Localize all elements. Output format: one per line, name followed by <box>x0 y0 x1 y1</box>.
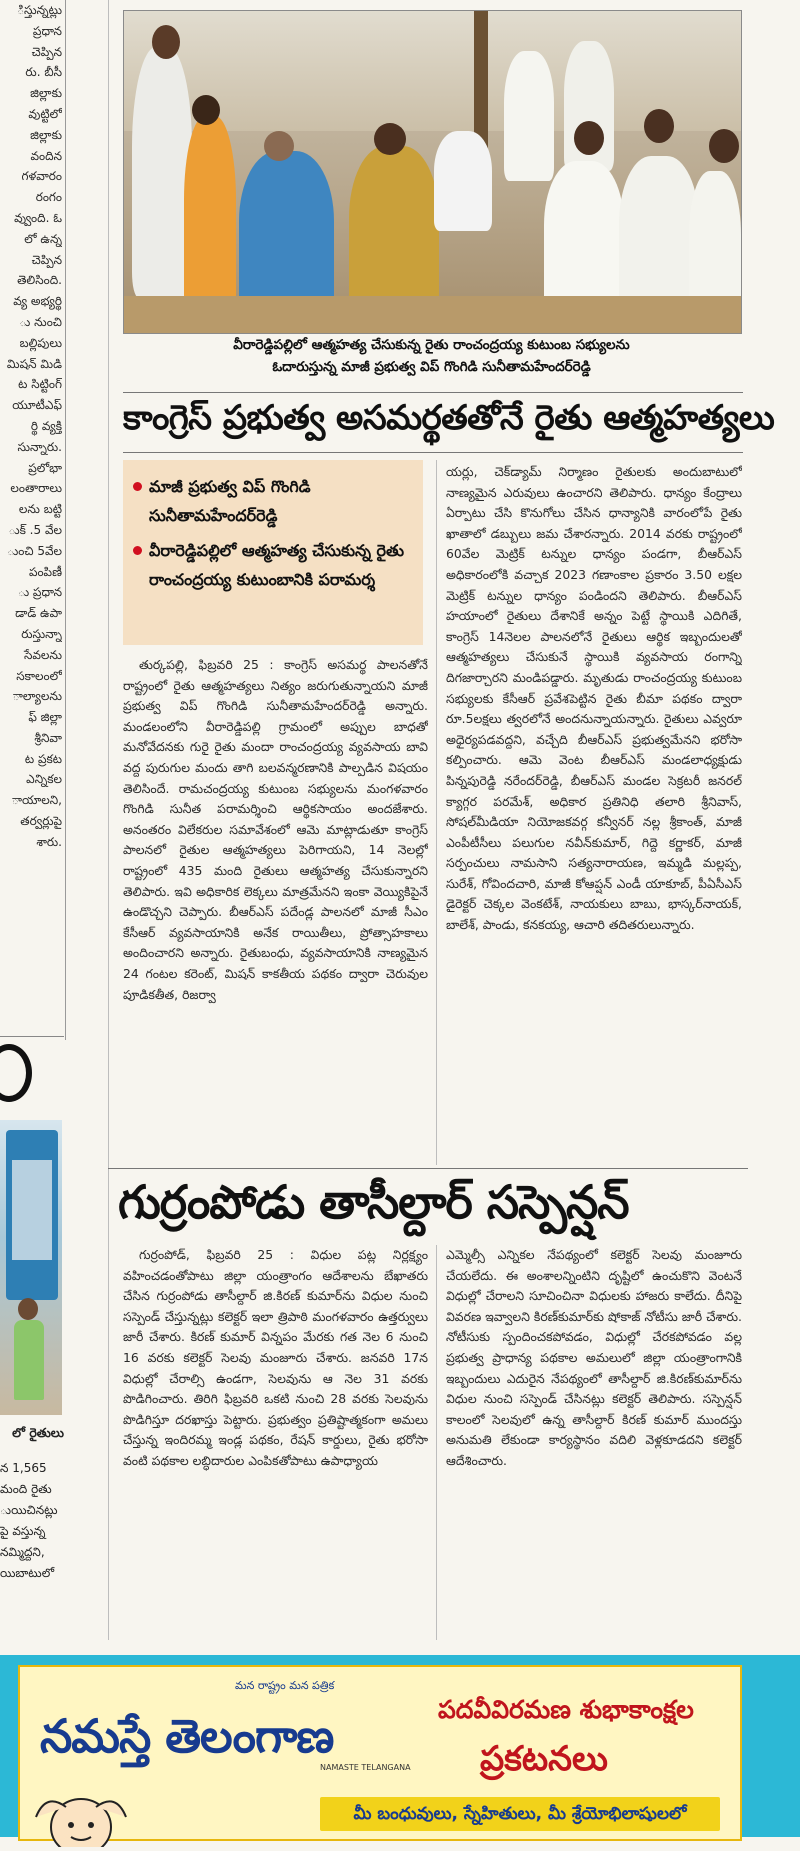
left-column-line: ుయిచినట్లు <box>0 1503 58 1517</box>
left-column-bottom-fragment <box>0 1458 64 1584</box>
article-body: ఎమ్మెల్సీ ఎన్నికల నేపథ్యంలో కలెక్టర్ సెలవు మంజూరు చేయలేదు. ఈ అంశాలన్నింటిని దృష్టిలో ఉంచుకొని వెంటనే విధుల్లో చేరాలని సూచించినా విధులకు హాజరు కాలేదు. దీనిపై వివరణ ఇవ్వాలని కిరణ్‌కుమార్‌కు షోకాజ్ నోటీసు జారీ చేశారు. నోటీసుకు స్పందించకపోవడం, విధుల్లో చేరకపోవడం వల్ల ప్రభుత్వ ప్రాధాన్య పథకాల అమలులో జిల్లా యంత్రాంగానికి ఇబ్బందులు ఎదురైన నేపథ్యంలో తాసీల్దార్ జి.కిరణ్‌కుమార్‌ను విధుల నుంచి సస్పెండ్ చేసినట్లు కలెక్టర్ తెలిపారు. సస్పెన్షన్ కాలంలో సెలవులో ఉన్న తాసీల్దార్ కిరణ్ కుమార్ ముందస్తు అనుమతి లేకుండా కార్యస్థానం వదిలి వెళ్లకూడదని కలెక్టర్ ఆదేశించారు. <box>446 1247 742 1468</box>
left-column-line: ుంచి 5వేల <box>7 543 62 558</box>
left-column-line: సకాలంలో <box>16 668 62 683</box>
article-column <box>123 1245 428 1640</box>
left-column-line: ట సిట్టింగ్ <box>18 377 62 392</box>
left-column-line: ట ప్రకట <box>24 751 62 766</box>
bullet-icon <box>133 482 142 491</box>
left-column-line: యిబాటులో <box>0 1566 55 1580</box>
left-column-line: సేవలను <box>23 647 62 662</box>
left-column-line: ిస్తున్నట్లు <box>17 3 62 17</box>
left-column-line: ు నుంచి <box>19 314 62 329</box>
article-headline: కాంగ్రెస్ ప్రభుత్వ అసమర్థతతోనే రైతు ఆత్మహత్యలు <box>123 398 775 438</box>
left-column-line: జిల్లాకు <box>30 127 62 142</box>
section-rule <box>108 1168 748 1169</box>
left-column-line: జిల్లాకు <box>30 86 62 101</box>
article-column <box>446 462 742 1165</box>
column-rule <box>0 1036 64 1037</box>
bullet-icon <box>133 546 142 555</box>
news-photo <box>123 10 742 334</box>
left-column-line: లో ఉన్న <box>24 231 62 246</box>
left-column-line: వుట్టిలో <box>28 106 62 121</box>
ad-tagline: మన రాష్ట్రం మన పత్రిక <box>235 1679 335 1692</box>
page-gutter <box>108 0 109 1640</box>
left-column-line: ఎన్నికల <box>26 772 62 787</box>
highlight-item: మాజీ ప్రభుత్వ విప్ గొంగిడి సునీతామహేందర్‌రెడ్డి <box>123 472 423 530</box>
ad-panel <box>18 1665 742 1841</box>
photo-caption <box>123 334 740 378</box>
column-divider <box>436 1245 437 1640</box>
left-photo-fragment <box>0 1120 62 1415</box>
headline-rule <box>123 392 743 393</box>
left-column-line: మిషన్ మిడి <box>6 356 62 371</box>
left-photo-caption: లో రైతులు <box>12 1425 64 1440</box>
highlight-item: వీరారెడ్డిపల్లిలో ఆత్మహత్య చేసుకున్న రైతు రాంచంద్రయ్య కుటుంబానికి పరామర్శ <box>123 536 423 594</box>
left-column-line: రుస్తున్నా <box>21 626 62 641</box>
ad-headline-emphasis: ప్రకటనలు <box>480 1739 608 1779</box>
left-column-line: తెలిసింది. <box>17 273 62 288</box>
highlight-box <box>123 460 423 645</box>
headline-rule <box>123 452 743 453</box>
left-column-line: శారు. <box>36 834 62 849</box>
left-column-line: లంతారాలు <box>10 481 62 496</box>
column-divider <box>436 460 437 1165</box>
left-column-line: ప్రధాన <box>32 23 62 38</box>
article-column <box>446 1245 742 1640</box>
photo-caption-line: ఓదారుస్తున్న మాజీ ప్రభుత్వ విప్ గొంగిడి సునీతామహేందర్‌రెడ్డి <box>272 359 591 375</box>
left-column-line: లను బట్టి <box>18 502 62 517</box>
left-column-line: మంది రైతు <box>0 1482 52 1496</box>
left-column-line: డాడ్ ఉపా <box>15 606 62 621</box>
left-column-line: పై వస్తున్న <box>0 1524 46 1538</box>
left-column-line: వ్య అభ్యర్థి <box>13 294 62 309</box>
article-body: తుర్కపల్లి, ఫిబ్రవరి 25 : కాంగ్రెస్ అసమర్థ పాలనతోనే రాష్ట్రంలో రైతు ఆత్మహత్యలు నిత్యం జరుగుతున్నాయని మాజీ ప్రభుత్వ విప్ గొంగిడి సునీతామహేందర్‌రెడ్డి అన్నారు. మండలంలోని వీరారెడ్డిపల్లి గ్రామంలో అప్పుల బాధతో మనోవేదనకు గురై రైతు మందా రాంచంద్రయ్య వ్యవసాయ బావి వద్ద పురుగుల మందు తాగి బలవన్మరణానికి పాల్పడిన విషయం తెలిసిందే. రామచంద్రయ్య కుటుంబ సభ్యులను మంగళవారం గొంగిడి సునీత పరామర్శించి ఆర్థికసాయం అందజేశారు. అనంతరం విలేకరుల సమావేశంలో ఆమె మాట్లాడుతూ కాంగ్రెస్ పాలనలో రైతుల ఆత్మహత్యలు పెరిగాయని, 14 నెలల్లో రాష్ట్రంలో 435 మంది రైతులు ఆత్మహత్య చేసుకున్నారని తెలిపారు. ఇవి అధికారిక లెక్కలు మాత్రమేనని ఇంకా వెయ్యికిపైనే ఉండొచ్చని చెప్పారు. బీఆర్‌ఎస్ పదేండ్ల పాలనలో మాజీ సీఎం కేసీఆర్ వ్యవసాయానికి అనేక రాయితీలు, ప్రోత్సాహకాలు అందించారని అన్నారు. రైతుబంధు, వ్యవసాయానికి నాణ్యమైన 24 గంటల కరెంట్, మిషన్ కాకతీయ పథకం ద్వారా చెరువుల పూడికతీత, రిజర్వా <box>123 657 428 1002</box>
article-body: గుర్రంపోడ్, ఫిబ్రవరి 25 : విధుల పట్ల నిర్లక్ష్యం వహించడంతోపాటు జిల్లా యంత్రాంగం ఆదేశాలను బేఖాతరు చేసిన గుర్రంపోడు తాసీల్దార్ జి.కిరణ్ కుమార్‌ను విధుల నుంచి సస్పెండ్ చేస్తున్నట్లు కలెక్టర్ ఇలా త్రిపాఠి మంగళవారం ఉత్తర్వులు జారీ చేశారు. కిరణ్ కుమార్ విన్నపం మేరకు గత నెల 6 నుంచి 16 వరకు కలెక్టర్ సెలవు మంజూరు చేశారు. జనవరి 17న విధుల్లో చేరాల్సి ఉండగా, సెలవును ఆ నెల 31 వరకు పొడిగించారు. తిరిగి ఫిబ్రవరి ఒకటి నుంచి 28 వరకు సెలవును పొడిగిస్తూ దరఖాస్తు పెట్టారు. ప్రభుత్వం ప్రతిష్టాత్మకంగా అమలు చేస్తున్న ఇందిరమ్మ ఇండ్ల పథకం, రేషన్ కార్డులు, రైతు భరోసా వంటి పథకాల లబ్ధిదారుల ఎంపికతోపాటు ఉపాధ్యాయ <box>123 1247 428 1468</box>
ad-banner-text: మీ బంధువులు, స్నేహితులు, మీ శ్రేయోభిలాషులలో <box>320 1797 720 1831</box>
left-column-line: ఫ్ జిల్లా <box>28 710 62 725</box>
left-column-line: గళవారం <box>21 169 62 184</box>
left-column-line: నమ్మిద్దని, <box>0 1545 45 1559</box>
ad-headline: పదవీవిరమణ శుభాకాంక్షల <box>438 1695 694 1724</box>
left-column-line: రు. బీసీ <box>25 65 62 80</box>
cartoon-icon <box>26 1787 136 1847</box>
left-column-line: ప్రలోభా <box>28 460 62 475</box>
left-column-line: యూటీఎఫ్ <box>12 398 62 413</box>
advertisement <box>0 1655 800 1837</box>
newspaper-logo-subtitle: NAMASTE TELANGANA <box>320 1763 411 1772</box>
left-column-line: పంపిణీ <box>28 564 62 579</box>
article-headline: గుర్రంపోడు తాసీల్దార్ సస్పెన్షన్ <box>118 1175 629 1229</box>
left-column-line: ు ప్రధాన <box>18 585 62 600</box>
left-column-line: సున్నారు. <box>17 439 62 454</box>
left-column-line: వ్వుంది. ఓ <box>14 210 62 225</box>
column-divider <box>65 0 66 1040</box>
left-column-line: ుక్ .5 వేల <box>8 522 62 537</box>
article-column <box>123 655 428 1165</box>
article-body: యర్లు, చెక్‌డ్యామ్ నిర్మాణం రైతులకు అందుబాటులో నాణ్యమైన ఎరువులు ఉంచారని తెలిపారు. ధాన్యం కేంద్రాలు ఏర్పాటు చేసి కొనుగోలు చేసిన ధాన్యానికి వారంలోపే రైతు ఖాతాలో డబ్బులు జమ చేశారన్నారు. 2014 వరకు రాష్ట్రంలో 60వేల మెట్రిక్ టన్నుల ధాన్యం పండగా, బీఆర్‌ఎస్ అధికారంలోకి వచ్చాక 2023 గణాంకాల ప్రకారం 3.50 లక్షల మెట్రిక్ టన్నుల ధాన్యం పండిందని తెలిపారు. బీఆర్‌ఎస్ హయాంలో రైతులు దేశానికే అన్నం పెట్టే స్థాయికి ఎదిగితే, కాంగ్రెస్ 14నెలల పాలనలోనే రైతులు ఆర్థిక ఇబ్బందులతో ఆత్మహత్యలు చేసుకునే స్థాయికి వ్యవసాయ రంగాన్ని దిగజార్చారని మండిపడ్డారు. మృతుడు రాంచంద్రయ్య కుటుంబ సభ్యులకు కేసీఆర్ ప్రవేశపెట్టిన రైతు బీమా పథకం ద్వారా రూ.5లక్షలు త్వరలోనే అందనున్నాయన్నారు. రైతులు ఎవ్వరూ అధైర్యపడవద్దని, వచ్చేది బీఆర్‌ఎస్ ప్రభుత్వమేనని భరోసా కల్పించారు. ఆమె వెంట బీఆర్‌ఎస్ మండలాధ్యక్షుడు పిన్నపురెడ్డి నరేందర్‌రెడ్డి, బీఆర్‌ఎస్ మండల సెక్రటరీ జనరల్ క్యాగ్గర పరమేశ్, అధికార ప్రతినిధి తలారి శ్రీనివాస్, సోషల్‌మీడియా నియోజకవర్గ కన్వీనర్ నల్ల శ్రీకాంత్, మాజీ ఎంపీటీసీలు పలుగుల నవీన్‌కుమార్, గిద్దె కర్ణాకర్, మాజీ సర్పంచులు నామసాని సత్యనారాయణ, ఇమ్మడి మల్లప్ప, సురేశ్, గోవిందచారి, మాజీ కోఆప్షన్ ఎండీ యాకూబ్, పీఏసీఎస్ డైరెక్టర్ చెక్కల వెంకటేశ్, నాయకులు బాబు, భాస్కర్‌నాయక్, బాలేశ్, పాండు, కనకయ్య, ఆచారి తదితరులున్నారు. <box>446 464 742 933</box>
left-column-line: చెప్పిన <box>31 252 62 267</box>
left-column-line: బల్లిపులు <box>19 335 62 350</box>
left-column-line: తర్వర్లుపై <box>20 814 62 829</box>
left-column-line: ాయాలని, <box>11 793 62 808</box>
left-column-line: న 1,565 <box>0 1461 47 1475</box>
left-column-line: రంగం <box>35 190 62 205</box>
headline-fragment-glyph <box>0 1044 32 1102</box>
newspaper-logo: నమస్తే తెలంగాణ <box>40 1709 334 1763</box>
left-column-line: చెప్పిన <box>31 44 62 59</box>
left-column-fragment <box>0 0 62 1000</box>
left-column-line: శ్రీనివా <box>34 730 62 745</box>
left-column-line: ర్థి వ్యక్తి <box>30 418 62 433</box>
left-column-line: ాల్యాలను <box>12 689 62 704</box>
photo-caption-line: వీరారెడ్డిపల్లిలో ఆత్మహత్య చేసుకున్న రైతు రాంచంద్రయ్య కుటుంబ సభ్యులను <box>233 337 630 353</box>
left-column-line: వందిన <box>30 148 62 163</box>
